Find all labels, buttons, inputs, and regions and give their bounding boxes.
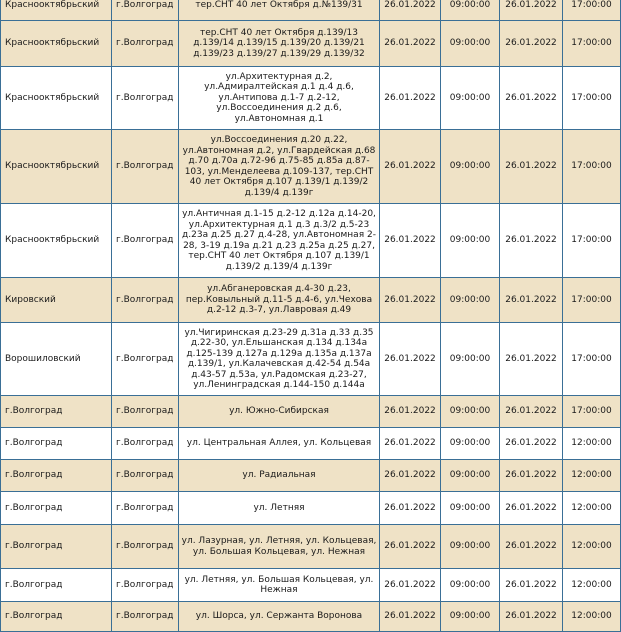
address-cell: ул.Абганеровская д.4-30 д.23, пер.Ковыльный д.11-5 д.4-6, ул.Чехова д.2-12 д.3-7, ул.Лавровая д.49 (179, 278, 380, 323)
city-cell: г.Волгоград (112, 460, 179, 492)
end-date-cell: 26.01.2022 (500, 525, 563, 569)
start-time-cell: 09:00:00 (441, 21, 500, 67)
address-cell: ул. Центральная Аллея, ул. Кольцевая (179, 428, 380, 460)
district-cell: г.Волгоград (1, 460, 112, 492)
end-time-cell: 17:00:00 (563, 67, 621, 130)
district-cell: Кировский (1, 278, 112, 323)
address-cell: ул. Шорса, ул. Сержанта Воронова (179, 602, 380, 632)
address-cell: ул. Лазурная, ул. Летняя, ул. Кольцевая, ул. Большая Кольцевая, ул. Нежная (179, 525, 380, 569)
table-row (1, 204, 621, 278)
address-cell: ул.Воссоединения д.20 д.22, ул.Автономная д.2, ул.Гвардейская д.68 д.70 д.70а д.72-96 д.75-85 д.85а д.87-103, ул.Менделеева д.109-137, тер.СНТ 40 лет Октября д.107 д.139/1 д.139/2 д.139/4 д.139г (179, 130, 380, 204)
city-cell: г.Волгоград (112, 323, 179, 396)
district-cell: Краснооктябрьский (1, 67, 112, 130)
district-cell: Ворошиловский (1, 323, 112, 396)
district-cell: г.Волгоград (1, 492, 112, 525)
start-date-cell: 26.01.2022 (380, 525, 441, 569)
end-time-cell: 12:00:00 (563, 569, 621, 602)
end-date-cell: 26.01.2022 (500, 204, 563, 278)
start-date-cell: 26.01.2022 (380, 21, 441, 67)
city-cell: г.Волгоград (112, 204, 179, 278)
table-body (1, 0, 621, 632)
district-cell: г.Волгоград (1, 428, 112, 460)
table-row (1, 525, 621, 569)
district-cell: г.Волгоград (1, 525, 112, 569)
end-date-cell: 26.01.2022 (500, 396, 563, 428)
start-date-cell: 26.01.2022 (380, 67, 441, 130)
address-cell: ул.Античная д.1-15 д.2-12 д.12а д.14-20, ул.Архитектурная д.1 д.3 д.3/2 д.5-23 д.23а д.25 д.27 д.4-28, ул.Автономная 2-28, 3-19 д.19а д.21 д.23 д.25а д.25 д.27, тер.СНТ 40 лет Октября д.107 д.139/1 д.139/2 д.139/4 д.139г (179, 204, 380, 278)
district-cell: г.Волгоград (1, 602, 112, 632)
address-cell: ул. Летняя (179, 492, 380, 525)
table-row (1, 460, 621, 492)
end-date-cell: 26.01.2022 (500, 492, 563, 525)
end-time-cell: 12:00:00 (563, 428, 621, 460)
start-time-cell: 09:00:00 (441, 396, 500, 428)
table-row (1, 602, 621, 632)
end-time-cell: 12:00:00 (563, 460, 621, 492)
end-time-cell: 17:00:00 (563, 204, 621, 278)
start-time-cell: 09:00:00 (441, 278, 500, 323)
end-date-cell: 26.01.2022 (500, 460, 563, 492)
start-date-cell: 26.01.2022 (380, 428, 441, 460)
city-cell: г.Волгоград (112, 67, 179, 130)
start-time-cell: 09:00:00 (441, 569, 500, 602)
start-date-cell: 26.01.2022 (380, 460, 441, 492)
table-row (1, 0, 621, 21)
start-time-cell: 09:00:00 (441, 67, 500, 130)
table-row (1, 278, 621, 323)
start-time-cell: 09:00:00 (441, 460, 500, 492)
start-date-cell: 26.01.2022 (380, 278, 441, 323)
end-time-cell: 17:00:00 (563, 323, 621, 396)
district-cell: Краснооктябрьский (1, 204, 112, 278)
district-cell: г.Волгоград (1, 396, 112, 428)
start-date-cell: 26.01.2022 (380, 204, 441, 278)
start-time-cell: 09:00:00 (441, 602, 500, 632)
end-date-cell: 26.01.2022 (500, 323, 563, 396)
district-cell: Краснооктябрьский (1, 130, 112, 204)
city-cell: г.Волгоград (112, 428, 179, 460)
district-cell: Краснооктябрьский (1, 21, 112, 67)
table-row (1, 396, 621, 428)
address-cell: ул.Чигиринская д.23-29 д.31а д.33 д.35 д.22-30, ул.Ельшанская д.134 д.134а д.125-139 д.127а д.129а д.135а д.137а д.139/1, ул.Калачевская д.42-54 д.54а д.43-57 д.53а, ул.Радомская д.23-27, ул.Ленинградская д.144-150 д.144а (179, 323, 380, 396)
address-cell: ул. Летняя, ул. Большая Кольцевая, ул. Нежная (179, 569, 380, 602)
start-time-cell: 09:00:00 (441, 130, 500, 204)
table-row (1, 428, 621, 460)
end-date-cell: 26.01.2022 (500, 130, 563, 204)
city-cell: г.Волгоград (112, 0, 179, 21)
end-time-cell: 12:00:00 (563, 602, 621, 632)
end-time-cell: 12:00:00 (563, 525, 621, 569)
end-date-cell: 26.01.2022 (500, 602, 563, 632)
start-time-cell: 09:00:00 (441, 492, 500, 525)
start-date-cell: 26.01.2022 (380, 130, 441, 204)
end-time-cell: 17:00:00 (563, 21, 621, 67)
city-cell: г.Волгоград (112, 130, 179, 204)
address-cell: тер.СНТ 40 лет Октября д.№139/31 (179, 0, 380, 21)
end-date-cell: 26.01.2022 (500, 0, 563, 21)
start-date-cell: 26.01.2022 (380, 396, 441, 428)
city-cell: г.Волгоград (112, 278, 179, 323)
table-row (1, 492, 621, 525)
start-date-cell: 26.01.2022 (380, 569, 441, 602)
start-time-cell: 09:00:00 (441, 428, 500, 460)
end-date-cell: 26.01.2022 (500, 278, 563, 323)
district-cell: Краснооктябрьский (1, 0, 112, 21)
start-date-cell: 26.01.2022 (380, 602, 441, 632)
start-date-cell: 26.01.2022 (380, 492, 441, 525)
city-cell: г.Волгоград (112, 21, 179, 67)
city-cell: г.Волгоград (112, 602, 179, 632)
address-cell: ул. Южно-Сибирская (179, 396, 380, 428)
address-cell: ул. Радиальная (179, 460, 380, 492)
address-cell: тер.СНТ 40 лет Октября д.139/13 д.139/14 д.139/15 д.139/20 д.139/21 д.139/23 д.139/27 д.139/29 д.139/32 (179, 21, 380, 67)
end-date-cell: 26.01.2022 (500, 67, 563, 130)
district-cell: г.Волгоград (1, 569, 112, 602)
start-time-cell: 09:00:00 (441, 0, 500, 21)
start-date-cell: 26.01.2022 (380, 323, 441, 396)
address-cell: ул.Архитектурная д.2, ул.Адмиралтейская д.1 д.4 д.6, ул.Антипова д.1-7 д.2-12, ул.Воссоединения д.2 д.6, ул.Автономная д.1 (179, 67, 380, 130)
end-date-cell: 26.01.2022 (500, 569, 563, 602)
table-row (1, 21, 621, 67)
start-time-cell: 09:00:00 (441, 323, 500, 396)
table-row (1, 67, 621, 130)
table-row (1, 569, 621, 602)
start-time-cell: 09:00:00 (441, 204, 500, 278)
city-cell: г.Волгоград (112, 525, 179, 569)
end-time-cell: 17:00:00 (563, 0, 621, 21)
end-time-cell: 17:00:00 (563, 396, 621, 428)
start-time-cell: 09:00:00 (441, 525, 500, 569)
end-time-cell: 17:00:00 (563, 130, 621, 204)
start-date-cell: 26.01.2022 (380, 0, 441, 21)
end-time-cell: 17:00:00 (563, 278, 621, 323)
table-row (1, 323, 621, 396)
table-row (1, 130, 621, 204)
end-time-cell: 12:00:00 (563, 492, 621, 525)
city-cell: г.Волгоград (112, 396, 179, 428)
city-cell: г.Волгоград (112, 569, 179, 602)
city-cell: г.Волгоград (112, 492, 179, 525)
end-date-cell: 26.01.2022 (500, 21, 563, 67)
end-date-cell: 26.01.2022 (500, 428, 563, 460)
